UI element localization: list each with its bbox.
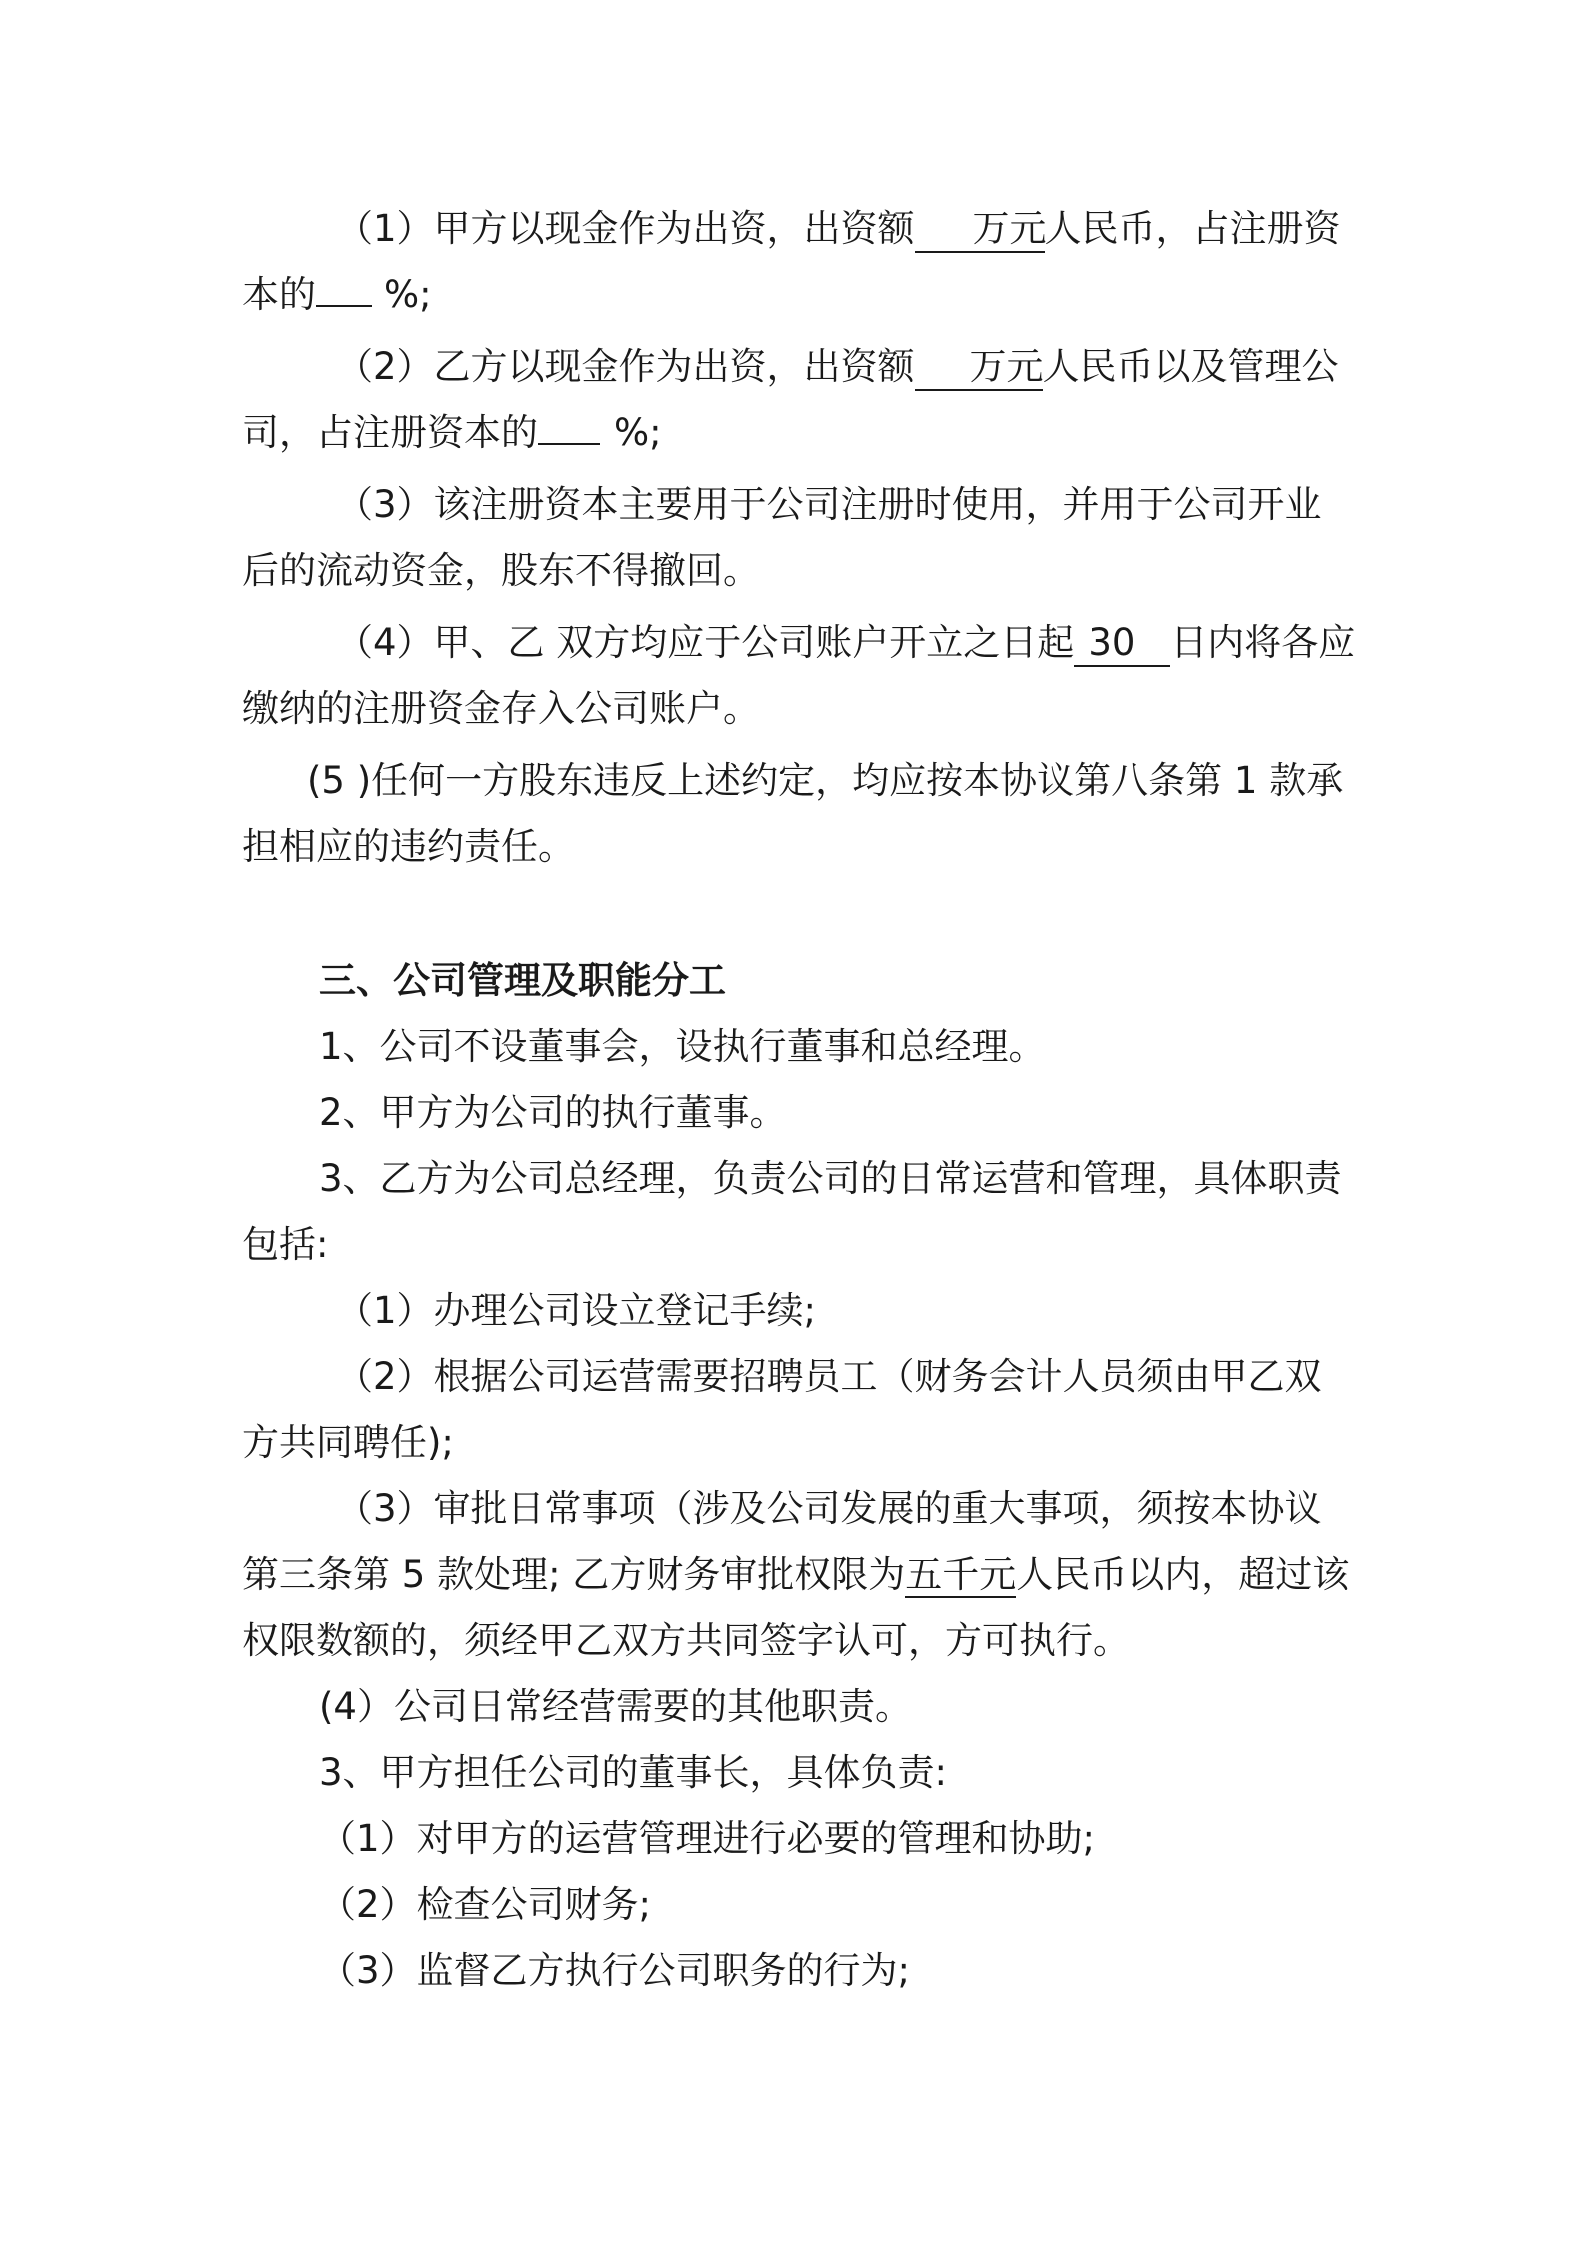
manager-duty-3 bbox=[242, 1476, 1357, 1674]
capital-clause-4 bbox=[242, 610, 1357, 742]
capital-clause-1 bbox=[242, 196, 1357, 328]
management-item-3: 3、乙方为公司总经理，负责公司的日常运营和管理，具体职责包括: bbox=[242, 1157, 1342, 1266]
capital-clause-2 bbox=[242, 334, 1357, 466]
capital-clause-3: （3）该注册资本主要用于公司注册时使用，并用于公司开业后的流动资金，股东不得撤回。 bbox=[242, 483, 1322, 592]
approval-limit-value: 五千元 bbox=[905, 1553, 1017, 1596]
amount-unit: 万元 bbox=[972, 207, 1047, 250]
clause-text: %; bbox=[384, 273, 432, 316]
percent-blank-field bbox=[316, 305, 372, 307]
days-value: 30 bbox=[1088, 621, 1136, 664]
clause-text: 人民币，占注册资本的 bbox=[242, 207, 1341, 316]
chairman-duty-1: （1）对甲方的运营管理进行必要的管理和协助; bbox=[319, 1817, 1096, 1860]
chairman-duty-2: （2）检查公司财务; bbox=[319, 1883, 652, 1926]
amount-unit: 万元 bbox=[969, 345, 1044, 388]
clause-text: （3）审批日常事项（涉及公司发展的重大事项，须按本协议第三条第 5 款处理; 乙方财务审批权限为 bbox=[242, 1487, 1322, 1596]
amount-blank-field bbox=[915, 345, 1043, 391]
percent-blank-field bbox=[538, 443, 600, 445]
days-blank-field bbox=[1074, 621, 1170, 667]
document-body bbox=[242, 196, 1357, 2004]
clause-text: 人民币以及管理公司，占注册资本的 bbox=[242, 345, 1339, 454]
clause-text: （1）甲方以现金作为出资，出资额 bbox=[336, 207, 915, 250]
management-item-1: 1、公司不设董事会，设执行董事和总经理。 bbox=[319, 1025, 1046, 1068]
management-item-2: 2、甲方为公司的执行董事。 bbox=[319, 1091, 787, 1134]
clause-text: （2）乙方以现金作为出资，出资额 bbox=[336, 345, 915, 388]
section-heading: 三、公司管理及职能分工 bbox=[319, 959, 726, 1002]
manager-duty-2: （2）根据公司运营需要招聘员工（财务会计人员须由甲乙双方共同聘任); bbox=[242, 1355, 1322, 1464]
manager-duty-1: （1）办理公司设立登记手续; bbox=[336, 1289, 817, 1332]
clause-text: 日内将各应缴纳的注册资金存入公司账户。 bbox=[242, 621, 1356, 730]
clause-text: （4）甲、乙 双方均应于公司账户开立之日起 bbox=[336, 621, 1075, 664]
capital-clause-5: (5 )任何一方股东违反上述约定，均应按本协议第八条第 1 款承担相应的违约责任。 bbox=[242, 759, 1344, 868]
manager-duty-4: (4）公司日常经营需要的其他职责。 bbox=[319, 1685, 912, 1728]
amount-blank-field bbox=[915, 207, 1045, 253]
clause-text: 人民币以内，超过该权限数额的，须经甲乙双方共同签字认可，方可执行。 bbox=[242, 1553, 1350, 1662]
management-item-4: 3、甲方担任公司的董事长，具体负责: bbox=[319, 1751, 948, 1794]
clause-text: %; bbox=[614, 411, 662, 454]
chairman-duty-3: （3）监督乙方执行公司职务的行为; bbox=[319, 1949, 911, 1992]
